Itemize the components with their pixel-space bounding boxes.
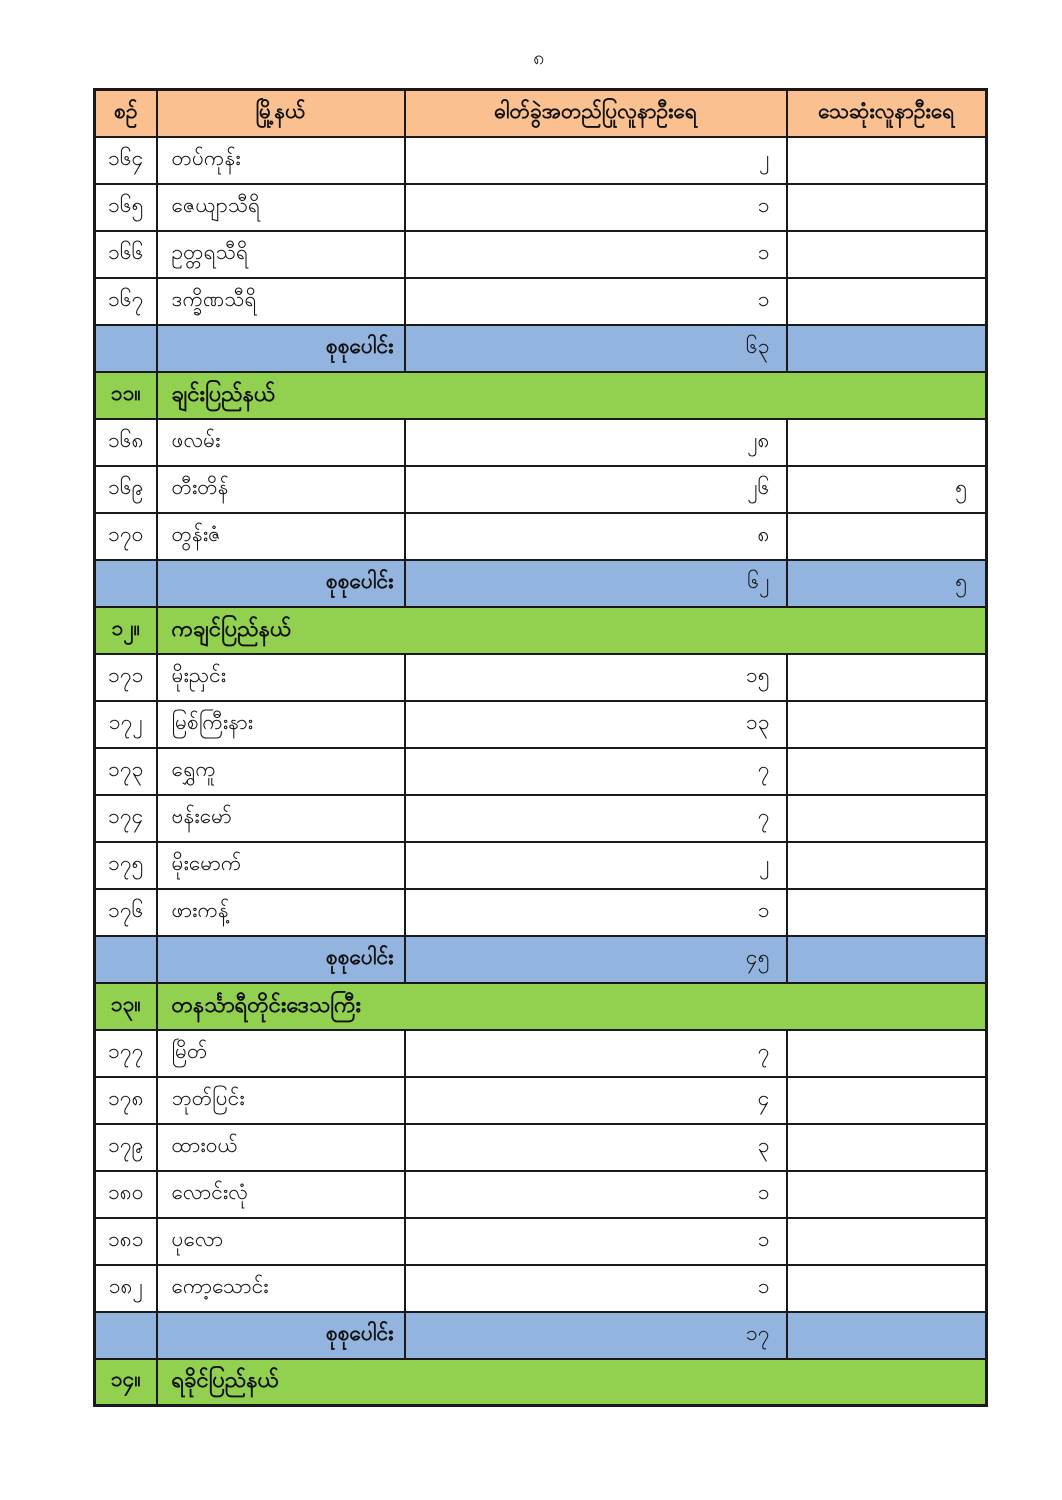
cell-township: လောင်းလုံ: [157, 1171, 405, 1218]
table-row: [95, 1077, 987, 1124]
cell-serial: ၁၇၂: [95, 701, 157, 748]
cell-township: ဗန်းမော်: [157, 795, 405, 842]
total-confirmed: ၆၂: [405, 560, 787, 607]
cell-township: တွန်းဇံ: [157, 513, 405, 560]
table-row: [95, 278, 987, 325]
section-number: ၁၃။: [95, 983, 157, 1030]
cell-deaths: [787, 419, 987, 466]
table-row: [95, 1265, 987, 1312]
cell-confirmed: ၇: [405, 1030, 787, 1077]
cell-confirmed: ၂: [405, 842, 787, 889]
section-header-row: [95, 372, 987, 419]
table-row: [95, 701, 987, 748]
cell-township: ကော့သောင်း: [157, 1265, 405, 1312]
cell-township: ဖားကန့်: [157, 889, 405, 936]
cell-township: မြစ်ကြီးနား: [157, 701, 405, 748]
section-number: ၁၄။: [95, 1359, 157, 1406]
cell-serial: ၁၈၂: [95, 1265, 157, 1312]
cell-deaths: [787, 184, 987, 231]
total-confirmed: ၄၅: [405, 936, 787, 983]
header-cell-serial: စဉ်: [95, 90, 157, 137]
header-cell-confirmed: ဓါတ်ခွဲအတည်ပြုလူနာဦးရေ: [405, 90, 787, 137]
table-row: [95, 1218, 987, 1265]
page-number: ၈: [533, 47, 545, 69]
total-row: [95, 936, 987, 983]
total-deaths: [787, 1312, 987, 1359]
cell-township: ဖလမ်း: [157, 419, 405, 466]
section-number: ၁၂။: [95, 607, 157, 654]
total-label: စုစုပေါင်း: [157, 1312, 405, 1359]
table-row: [95, 1124, 987, 1171]
cell-confirmed: ၂၆: [405, 466, 787, 513]
cell-confirmed: ၁၃: [405, 701, 787, 748]
header-row: [95, 90, 987, 137]
cell-confirmed: ၈: [405, 513, 787, 560]
cell-serial: ၁၆၉: [95, 466, 157, 513]
total-deaths: ၅: [787, 560, 987, 607]
cell-deaths: [787, 889, 987, 936]
cell-serial: ၁၆၆: [95, 231, 157, 278]
cell-deaths: [787, 278, 987, 325]
cell-deaths: [787, 137, 987, 184]
cell-serial: ၁၆၅: [95, 184, 157, 231]
total-deaths: [787, 936, 987, 983]
cell-serial: ၁၆၈: [95, 419, 157, 466]
cell-deaths: [787, 1171, 987, 1218]
cell-confirmed: ၇: [405, 795, 787, 842]
cell-township: ဇေယျာသီရိ: [157, 184, 405, 231]
table-row: [95, 748, 987, 795]
table-row: [95, 654, 987, 701]
cell-serial-empty: [95, 1312, 157, 1359]
cell-township: တပ်ကုန်း: [157, 137, 405, 184]
section-header-row: [95, 983, 987, 1030]
cell-serial-empty: [95, 560, 157, 607]
cell-deaths: [787, 654, 987, 701]
cell-serial: ၁၇၄: [95, 795, 157, 842]
cell-confirmed: ၄: [405, 1077, 787, 1124]
cell-serial: ၁၇၇: [95, 1030, 157, 1077]
cell-serial-empty: [95, 325, 157, 372]
table-row: [95, 466, 987, 513]
total-confirmed: ၆၃: [405, 325, 787, 372]
cell-deaths: [787, 1218, 987, 1265]
cell-deaths: [787, 842, 987, 889]
table-row: [95, 842, 987, 889]
header-cell-township: မြို့နယ်: [157, 90, 405, 137]
cell-confirmed: ၁: [405, 1171, 787, 1218]
cell-township: မြိတ်: [157, 1030, 405, 1077]
total-row: [95, 560, 987, 607]
table-row: [95, 231, 987, 278]
table-row: [95, 889, 987, 936]
cell-serial: ၁၇၆: [95, 889, 157, 936]
section-title: တနင်္သာရီတိုင်းဒေသကြီး: [157, 983, 987, 1030]
cell-confirmed: ၃: [405, 1124, 787, 1171]
cell-deaths: [787, 1265, 987, 1312]
cell-township: ဒက္ခိဏသီရိ: [157, 278, 405, 325]
cell-township: ဥတ္တရသီရိ: [157, 231, 405, 278]
cell-township: မိုးမောက်: [157, 842, 405, 889]
cell-deaths: [787, 1077, 987, 1124]
case-report-table: [93, 88, 988, 1407]
cell-township: ထားဝယ်: [157, 1124, 405, 1171]
cell-serial: ၁၇၅: [95, 842, 157, 889]
cell-deaths: ၅: [787, 466, 987, 513]
cell-serial-empty: [95, 936, 157, 983]
cell-confirmed: ၇: [405, 748, 787, 795]
table-row: [95, 184, 987, 231]
cell-serial: ၁၇၃: [95, 748, 157, 795]
cell-deaths: [787, 513, 987, 560]
cell-township: ဘုတ်ပြင်း: [157, 1077, 405, 1124]
table-row: [95, 137, 987, 184]
cell-serial: ၁၆၇: [95, 278, 157, 325]
table-row: [95, 419, 987, 466]
cell-deaths: [787, 1124, 987, 1171]
total-deaths: [787, 325, 987, 372]
cell-deaths: [787, 1030, 987, 1077]
table-body: [95, 137, 987, 1406]
cell-township: ရွှေကူ: [157, 748, 405, 795]
cell-serial: ၁၇၉: [95, 1124, 157, 1171]
total-row: [95, 1312, 987, 1359]
section-title: ရခိုင်ပြည်နယ်: [157, 1359, 987, 1406]
cell-deaths: [787, 795, 987, 842]
cell-confirmed: ၁: [405, 1218, 787, 1265]
cell-township: မိုးညှင်း: [157, 654, 405, 701]
cell-deaths: [787, 231, 987, 278]
cell-serial: ၁၇၀: [95, 513, 157, 560]
cell-serial: ၁၆၄: [95, 137, 157, 184]
cell-serial: ၁၇၁: [95, 654, 157, 701]
header-cell-deaths: သေဆုံးလူနာဦးရေ: [787, 90, 987, 137]
cell-confirmed: ၁: [405, 278, 787, 325]
section-header-row: [95, 1359, 987, 1406]
cell-confirmed: ၂: [405, 137, 787, 184]
table-row: [95, 795, 987, 842]
cell-confirmed: ၁: [405, 184, 787, 231]
table-row: [95, 1171, 987, 1218]
total-row: [95, 325, 987, 372]
table-row: [95, 1030, 987, 1077]
cell-deaths: [787, 748, 987, 795]
cell-deaths: [787, 701, 987, 748]
total-label: စုစုပေါင်း: [157, 560, 405, 607]
section-title: ချင်းပြည်နယ်: [157, 372, 987, 419]
table-row: [95, 513, 987, 560]
section-number: ၁၁။: [95, 372, 157, 419]
total-label: စုစုပေါင်း: [157, 936, 405, 983]
cell-serial: ၁၇၈: [95, 1077, 157, 1124]
cell-serial: ၁၈၁: [95, 1218, 157, 1265]
total-confirmed: ၁၇: [405, 1312, 787, 1359]
cell-confirmed: ၂၈: [405, 419, 787, 466]
section-title: ကချင်ပြည်နယ်: [157, 607, 987, 654]
cell-serial: ၁၈၀: [95, 1171, 157, 1218]
cell-confirmed: ၁: [405, 889, 787, 936]
cell-confirmed: ၁: [405, 1265, 787, 1312]
cell-township: တီးတိန်: [157, 466, 405, 513]
table-header: [95, 90, 987, 137]
cell-confirmed: ၁၅: [405, 654, 787, 701]
total-label: စုစုပေါင်း: [157, 325, 405, 372]
cell-township: ပုလော: [157, 1218, 405, 1265]
section-header-row: [95, 607, 987, 654]
cell-confirmed: ၁: [405, 231, 787, 278]
